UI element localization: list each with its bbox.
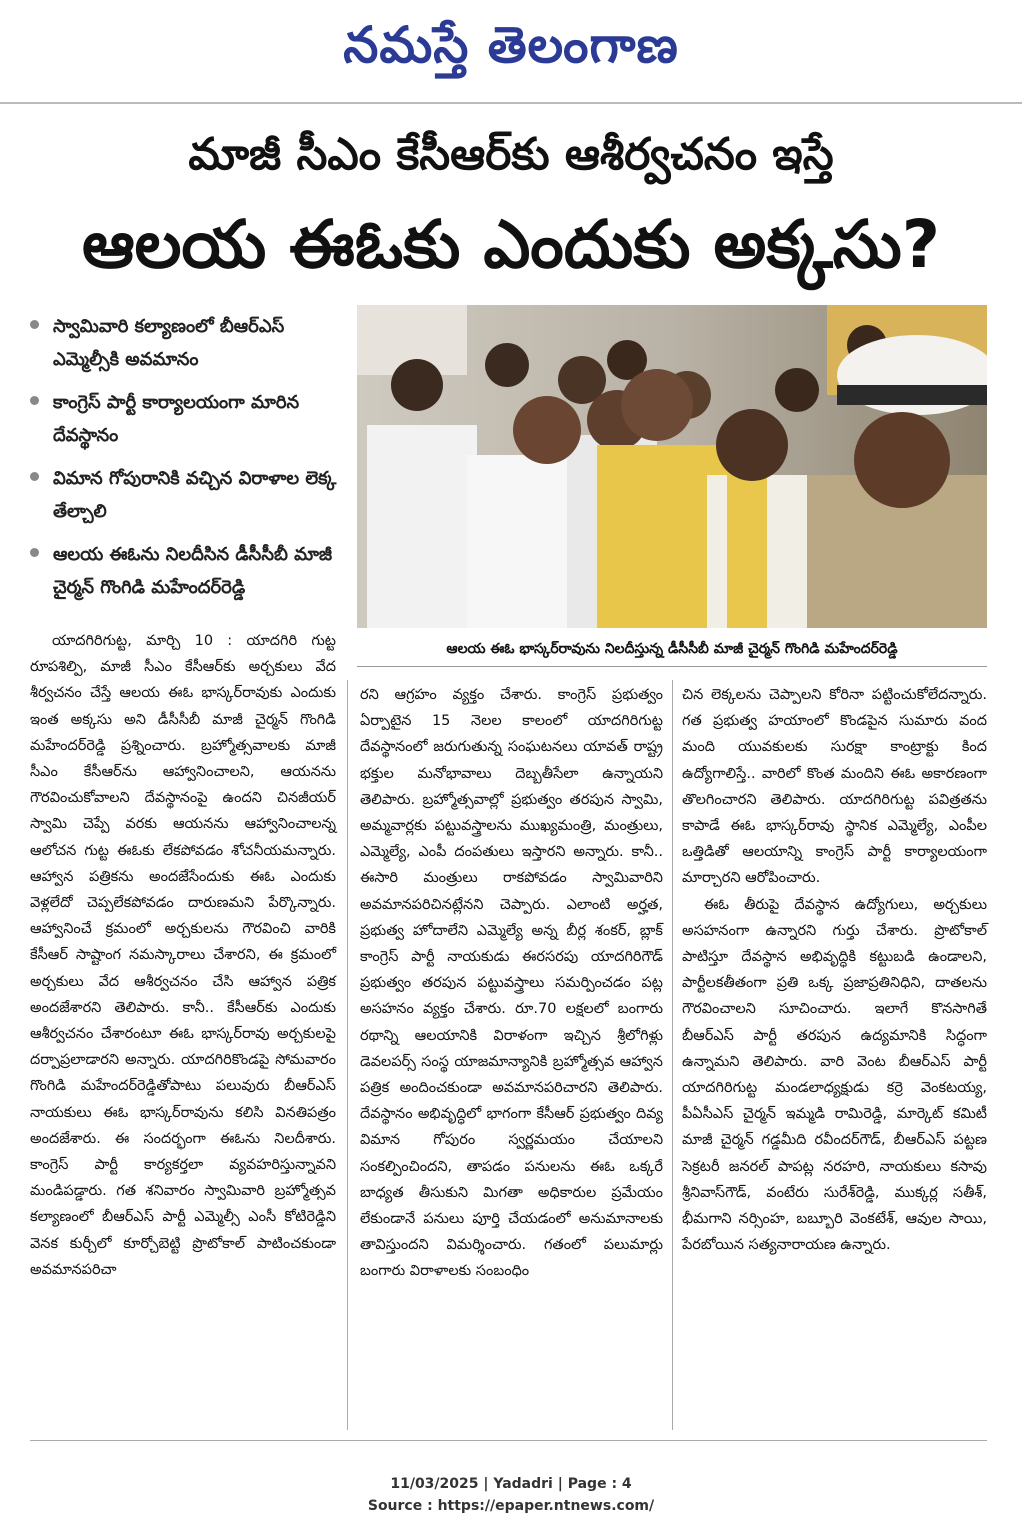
- column-divider: [347, 680, 348, 1430]
- bullet-icon: [30, 396, 39, 405]
- photo-caption: ఆలయ ఈఓ భాస్కర్‌రావును నిలదీస్తున్న డీసీసీబీ మాజీ చైర్మన్ గొంగిడి మహేందర్‌రెడ్డి: [446, 641, 898, 657]
- footer-divider: [30, 1440, 987, 1441]
- highlights-list: [30, 310, 340, 614]
- headline-kicker: మాజీ సీఎం కేసీఆర్‌కు ఆశీర్వచనం ఇస్తే: [188, 129, 834, 180]
- highlight-item: [30, 462, 340, 528]
- bullet-icon: [30, 320, 39, 329]
- highlight-text: విమాన గోపురానికి వచ్చిన విరాళాల లెక్క తేల్చాలి: [53, 468, 337, 522]
- highlight-text: స్వామివారి కల్యాణంలో బీఆర్ఎస్ ఎమ్మెల్సీకి అవమానం: [53, 316, 285, 370]
- column-divider: [672, 680, 673, 1430]
- article-column-2: [360, 682, 663, 1285]
- news-photo: [357, 305, 987, 628]
- highlight-item: [30, 538, 340, 604]
- source-link[interactable]: Source : https://epaper.ntnews.com/: [367, 1498, 655, 1514]
- highlight-item: [30, 310, 340, 376]
- masthead: [0, 0, 1022, 100]
- article-paragraph: ఈఓ తీరుపై దేవస్థాన ఉద్యోగులు, అర్చకులు అసహనంగా ఉన్నారని గుర్తు చేశారు. ప్రొటోకాల్ పాటిస్తూ దేవస్థాన అభివృద్ధికి కట్టుబడి ఉండాలని, పార్టీలకతీతంగా ప్రతి ఒక్క ప్రజాప్రతినిధిని, దాతలను గౌరవించాలని సూచించారు. ఇలాగే కొనసాగితే బీఆర్ఎస్ పార్టీ తరపున ఉద్యమానికి సిద్ధంగా ఉన్నామని తెలిపారు. వారి వెంట బీఆర్ఎస్ పార్టీ యాదగిరిగుట్ట మండలాధ్యక్షుడు కర్రె వెంకటయ్య, పీఏసీఎస్ చైర్మన్ ఇమ్మడి రామిరెడ్డి, మార్కెట్ కమిటీ మాజీ చైర్మన్ గడ్డమీది రవీందర్‌గౌడ్, బీఆర్ఎస్ పట్టణ సెక్రటరీ జనరల్ పాపట్ల నరహరి, నాయకులు కసావు శ్రీనివాస్‌గౌడ్, వంటేరు సురేశ్‌రెడ్డి, ముక్కర్ల సతీశ్, భీమగాని నర్సింహ, బబ్బూరి వెంకటేశ్, ఆవుల సాయి, పేరబోయిన సత్యనారాయణ ఉన్నారు.: [682, 896, 987, 1254]
- article-paragraph: చిన లెక్కలను చెప్పాలని కోరినా పట్టించుకోలేదన్నారు. గత ప్రభుత్వ హయాంలో కొండపైన సుమారు వంద మంది యువకులకు సురక్షా కాంట్రాక్టు కింద ఉద్యోగాలిస్తే.. వారిలో కొంత మందిని ఈఓ అకారణంగా తొలగించారని తెలిపారు. యాదగిరిగుట్ట పవిత్రతను కాపాడే ఈఓ భాస్కర్‌రావు స్థానిక ఎమ్మెల్యే, ఎంపీల ఒత్తిడితో ఆలయాన్ని కాంగ్రెస్ పార్టీ కార్యాలయంగా మార్చారని ఆరోపించారు.: [682, 687, 987, 887]
- bullet-icon: [30, 472, 39, 481]
- article-column-1: [30, 628, 336, 1283]
- article-paragraph: రని ఆగ్రహం వ్యక్తం చేశారు. కాంగ్రెస్ ప్రభుత్వం ఏర్పాటైన 15 నెలల కాలంలో యాదగిరిగుట్ట దేవస్థానంలో జరుగుతున్న సంఘటనలు యావత్ రాష్ట్ర భక్తుల మనోభావాలు దెబ్బతీసేలా ఉన్నాయని తెలిపారు. బ్రహ్మోత్సవాల్లో ప్రభుత్వం తరపున స్వామి, అమ్మవార్లకు పట్టువస్త్రాలను ముఖ్యమంత్రి, మంత్రులు, ఎమ్మెల్యే, ఎంపీ దంపతులు ఇస్తారని అన్నారు. కానీ.. ఈసారి మంత్రులు రాకపోవడం స్వామివారిని అవమానపరిచినట్లేనని చెప్పారు. ఎలాంటి అర్హత, ప్రభుత్వ హోదాలేని ఎమ్మెల్యే అన్న బీర్ల శంకర్, బ్లాక్ కాంగ్రెస్ పార్టీ నాయకుడు ఈరసరపు యాదగిరిగౌడ్ ప్రభుత్వం తరపున పట్టువస్త్రాలు సమర్పించడం పట్ల అసహనం వ్యక్తం చేశారు. రూ.70 లక్షలలో బంగారు రథాన్ని ఆలయానికి విరాళంగా ఇచ్చిన శ్రీలోగిళ్లు డెవలపర్స్ సంస్థ యాజమాన్యానికి బ్రహ్మోత్సవ ఆహ్వాన పత్రిక అందించకుండా అవమానపరిచారని తెలిపారు. దేవస్థానం అభివృద్ధిలో భాగంగా కేసీఆర్ ప్రభుత్వం దివ్య విమాన గోపురం స్వర్ణమయం చేయాలని సంకల్పించిందని, తాపడం పనులను ఈఓ ఒక్కరే బాధ్యత తీసుకుని మిగతా అధికారుల ప్రమేయం లేకుండానే పనులు పూర్తి చేయడంలో అనుమానాలకు తావిస్తుందని విమర్శించారు. గతంలో పలుమార్లు బంగారు విరాళాలకు సంబంధిం: [360, 687, 663, 1280]
- highlight-item: [30, 386, 340, 452]
- article-column-3: [682, 682, 987, 1258]
- bullet-icon: [30, 548, 39, 557]
- edition-info: 11/03/2025 | Yadadri | Page : 4: [390, 1476, 632, 1492]
- crowd-photo-illustration: [357, 305, 987, 628]
- highlight-text: ఆలయ ఈఓను నిలదీసిన డీసీసీబీ మాజీ చైర్మన్ గొంగిడి మహేందర్‌రెడ్డి: [53, 544, 333, 598]
- headline-main: ఆలయ ఈఓకు ఎందుకు అక్కసు?: [81, 206, 941, 283]
- newspaper-logo: నమస్తే తెలంగాణ: [343, 15, 679, 74]
- highlight-text: కాంగ్రెస్ పార్టీ కార్యాలయంగా మారిన దేవస్థానం: [53, 392, 300, 446]
- caption-divider: [357, 666, 987, 667]
- article-paragraph: యాదగిరిగుట్ట, మార్చి 10 : యాదగిరి గుట్ట రూపశిల్పి, మాజీ సీఎం కేసీఆర్‌కు అర్చకులు వేద శీర్వచనం చేస్తే ఆలయ ఈఓ భాస్కర్‌రావుకు ఎందుకు ఇంత అక్కసు అని డీసీసీబీ మాజీ చైర్మన్ గొంగిడి మహేందర్‌రెడ్డి ప్రశ్నించారు. బ్రహ్మోత్సవాలకు మాజీ సీఎం కేసీఆర్‌ను ఆహ్వానించాలని, ఆయనను గౌరవించుకోవాలని దేవస్థానంపై ఉందని చినజీయర్ స్వామి చెప్పే వరకు ఆయనను ఆహ్వానించాలన్న ఆలోచన గుట్ట ఈఓకు లేకపోవడం శోచనీయమన్నారు. ఆహ్వాన పత్రికను అందజేసేందుకు ఈఓ ఎందుకు వెళ్లలేదో చెప్పలేకపోవడం దారుణమని పేర్కొన్నారు. ఆహ్వానించే క్రమంలో అర్చకులను గౌరవించి వారికి కేసీఆర్ సాష్టాంగ నమస్కారాలు చేశారని, ఈ క్రమంలో అర్చకులు వేద ఆశీర్వచనం చేసి ఆహ్వాన పత్రిక అందజేశారని తెలిపారు. కానీ.. కేసీఆర్‌కు ఎందుకు ఆశీర్వచనం చేశారంటూ ఈఓ భాస్కర్‌రావు అర్చకులపై దర్పాప్రలాడారని అన్నారు. యాదగిరికొండపై సోమవారం గొంగిడి మహేందర్‌రెడ్డితోపాటు పలువురు బీఆర్ఎస్ నాయకులు ఈఓ భాస్కర్‌రావును కలిసి వినతిపత్రం అందజేశారు. ఈ సందర్భంగా ఈఓను నిలదీశారు. కాంగ్రెస్ పార్టీ కార్యకర్తలా వ్యవహరిస్తున్నావని మండిపడ్డారు. గత శనివారం స్వామివారి బ్రహ్మోత్సవ కల్యాణంలో బీఆర్ఎస్ పార్టీ ఎమ్మెల్సీ ఎంసీ కోటిరెడ్డిని వెనక కుర్చీలో కూర్చోబెట్టి ప్రొటోకాల్ పాటించకుండా అవమానపరిచా: [30, 633, 336, 1278]
- masthead-divider: [0, 102, 1022, 104]
